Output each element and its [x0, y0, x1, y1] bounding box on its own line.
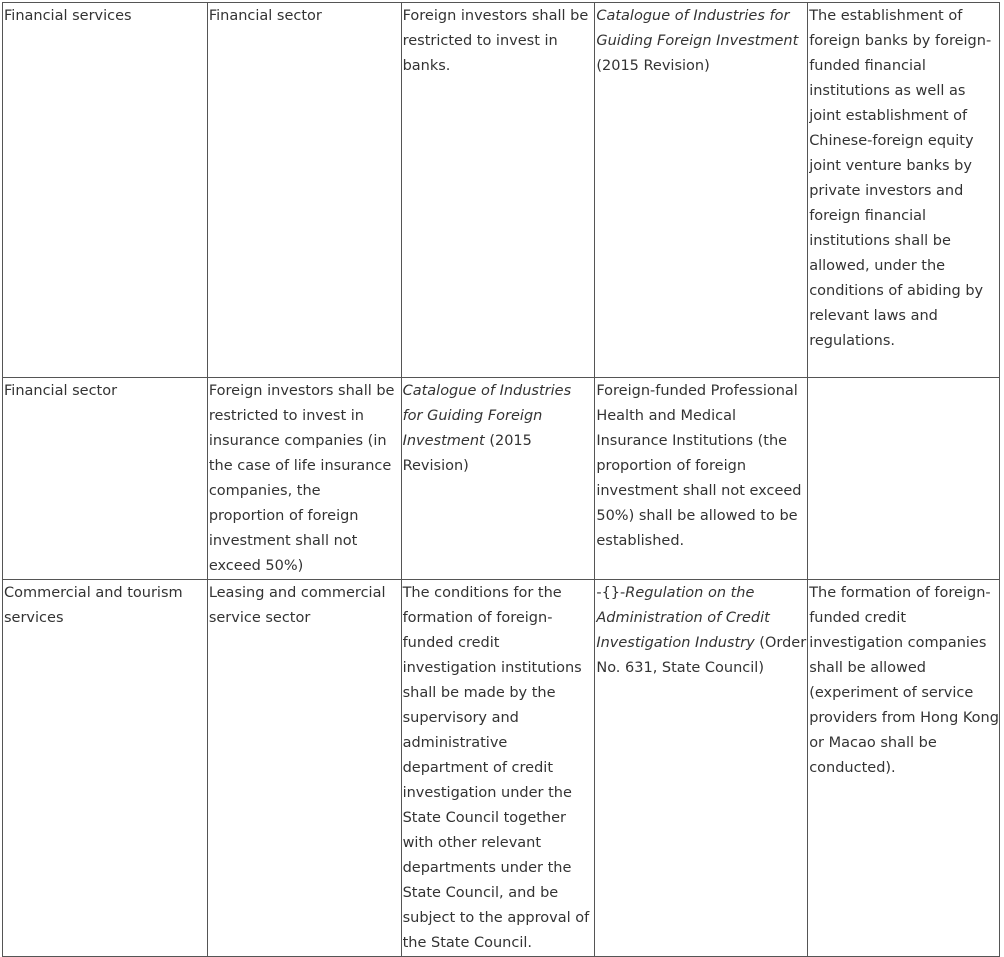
- source-title: Regulation on the Administration of Credit Investigation Industry: [596, 585, 770, 651]
- note-cell: [808, 378, 1000, 580]
- measure-cell: [401, 580, 595, 957]
- sector-text: Financial sector: [4, 383, 118, 399]
- sector-text: Commercial and tourism services: [4, 585, 183, 626]
- sector-cell: [3, 3, 208, 378]
- subsector-cell: [207, 580, 401, 957]
- source-prefix: -{}-: [596, 585, 626, 601]
- source-title: Catalogue of Industries for Guiding Foreign Investment: [596, 8, 799, 49]
- table-row: [3, 3, 1000, 378]
- sector-cell: [3, 580, 208, 957]
- investment-restrictions-table: [2, 2, 1000, 957]
- measure-text: Foreign investors shall be restricted to invest in banks.: [402, 8, 589, 74]
- subsector-cell: [207, 378, 401, 580]
- sector-cell: [3, 378, 208, 580]
- note-cell: [808, 580, 1000, 957]
- measure-title: Catalogue of Industries for Guiding Foreign Investment: [402, 383, 572, 449]
- measure-cell: [401, 378, 595, 580]
- table-row: [3, 378, 1000, 580]
- source-revision: (2015 Revision): [596, 58, 710, 74]
- subsector-text: Leasing and commercial service sector: [208, 585, 386, 626]
- measure-text: The conditions for the formation of foreign-funded credit investigation institutions shall be made by the supervisory and administrative department of credit investigation under the State Council together with other relevant departments under the State Council, and be subject to the approval of the State Council.: [402, 585, 590, 951]
- source-cell: [595, 3, 808, 378]
- sector-text: Financial services: [4, 8, 132, 24]
- subsector-text: Financial sector: [208, 8, 322, 24]
- source-cell: [595, 580, 808, 957]
- source-text: Foreign-funded Professional Health and Medical Insurance Institutions (the proportion of foreign investment shall not exceed 50%) shall be allowed to be established.: [596, 383, 802, 549]
- measure-cell: [401, 3, 595, 378]
- note-cell: [808, 3, 1000, 378]
- source-cell: [595, 378, 808, 580]
- note-text: The formation of foreign-funded credit investigation companies shall be allowed (experiment of service providers from Hong Kong or Macao shall be conducted).: [809, 585, 999, 776]
- subsector-cell: [207, 3, 401, 378]
- note-text: The establishment of foreign banks by foreign-funded financial institutions as well as joint establishment of Chinese-foreign equity joint venture banks by private investors and foreign financial institutions shall be allowed, under the conditions of abiding by relevant laws and regulations.: [809, 8, 992, 349]
- table-row: [3, 580, 1000, 957]
- source-order: (Order No. 631, State Council): [596, 635, 807, 676]
- measure-revision: (2015 Revision): [402, 433, 532, 474]
- subsector-text: Foreign investors shall be restricted to invest in insurance companies (in the case of life insurance companies, the proportion of foreign investment shall not exceed 50%): [208, 383, 395, 574]
